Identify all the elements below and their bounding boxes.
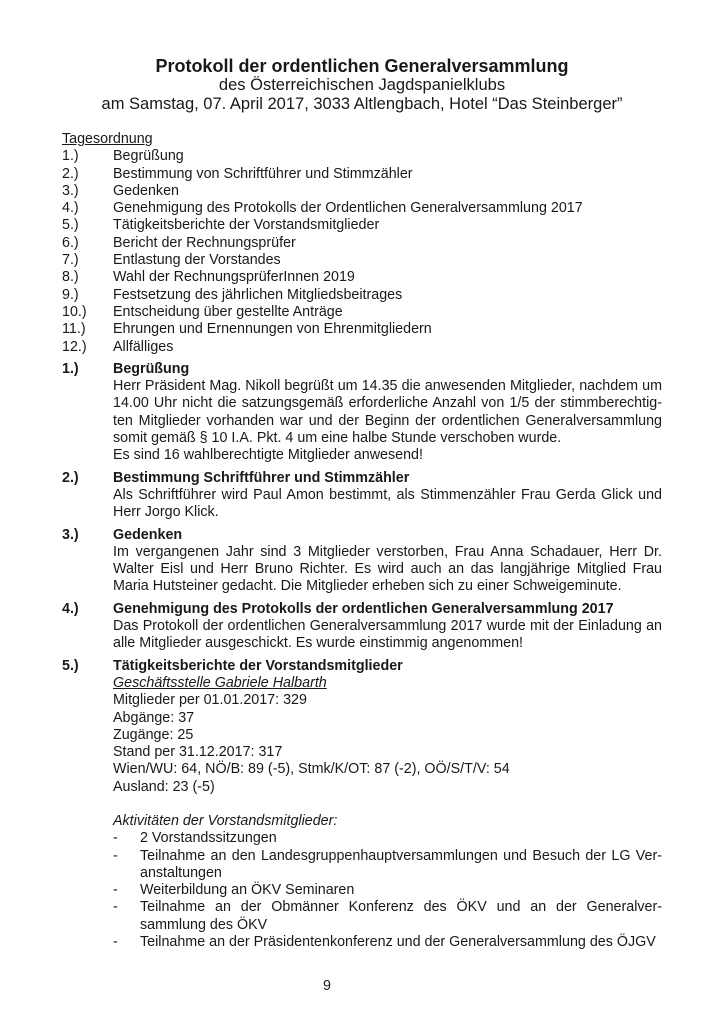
agenda-item	[62, 321, 662, 338]
paragraph-line: Das Protokoll der ordentlichen Generalversammlung 2017 wurde mit der Einladung an	[113, 618, 662, 635]
section-genehmigung	[62, 601, 662, 653]
bullet-dash: -	[113, 830, 118, 847]
paragraph-line: somit gemäß § 10 I.A. Pkt. 4 um eine halbe Stunde verschoben wurde.	[113, 430, 562, 447]
section-begruessung	[62, 361, 662, 465]
section-heading: Genehmigung des Protokolls der ordentlichen Generalversammlung 2017	[113, 600, 614, 617]
agenda-item	[62, 217, 662, 234]
document-subtitle-organization: des Österreichischen Jagdspanielklubs	[218, 76, 506, 94]
agenda-item-label: Entscheidung über gestellte Anträge	[113, 303, 343, 320]
agenda-item-label: Bericht der Rechnungsprüfer	[113, 234, 296, 251]
agenda-item-number: 12.)	[62, 338, 87, 355]
agenda-item-label: Genehmigung des Protokolls der Ordentlichen Generalversammlung 2017	[113, 200, 583, 217]
section-number: 4.)	[62, 600, 79, 617]
agenda-item	[62, 269, 662, 286]
activity-line: Teilnahme an den Landesgruppenhauptversammlungen und Besuch der LG Ver-	[140, 847, 662, 864]
agenda-item-number: 1.)	[62, 148, 79, 165]
activity-line: Teilnahme an der Präsidentenkonferenz und der Generalversammlung des ÖJGV	[140, 934, 656, 951]
stat-line: Abgänge: 37	[113, 709, 195, 726]
bullet-dash: -	[113, 899, 118, 916]
agenda-item-label: Tätigkeitsberichte der Vorstandsmitglieder	[113, 217, 380, 234]
section-number: 3.)	[62, 526, 79, 543]
activity-item	[113, 899, 662, 934]
agenda-item-number: 2.)	[62, 165, 79, 182]
agenda-item	[62, 166, 662, 183]
document-subtitle-date-location: am Samstag, 07. April 2017, 3033 Altlengbach, Hotel “Das Steinberger”	[101, 95, 623, 113]
activity-item	[113, 934, 662, 951]
page-number: 9	[323, 978, 331, 994]
stat-line: Ausland: 23 (-5)	[113, 778, 215, 795]
section-number: 2.)	[62, 469, 79, 486]
stat-line: Zugänge: 25	[113, 726, 194, 743]
agenda-heading: Tagesordnung	[62, 131, 153, 147]
agenda-item-number: 9.)	[62, 286, 79, 303]
agenda-item-number: 5.)	[62, 217, 79, 234]
paragraph-line: alle Mitglieder ausgeschickt. Es wurde einstimmig angenommen!	[113, 635, 524, 652]
paragraph-line: Herr Präsident Mag. Nikoll begrüßt um 14.35 die anwesenden Mitglieder, nachdem um	[113, 378, 662, 395]
bullet-dash: -	[113, 882, 118, 899]
paragraph-line: ten Mitglieder vorhanden war und der Beginn der ordentlichen Generalversammlung	[113, 412, 662, 429]
agenda-item	[62, 287, 662, 304]
agenda-item	[62, 339, 662, 356]
agenda-item-label: Ehrungen und Ernennungen von Ehrenmitgliedern	[113, 321, 432, 338]
stat-line: Mitglieder per 01.01.2017: 329	[113, 692, 307, 709]
paragraph-line: 14.00 Uhr nicht die satzungsgemäß erforderliche Anzahl von 1/5 der stimmberechtig-	[113, 395, 662, 412]
agenda-item-label: Bestimmung von Schriftführer und Stimmzähler	[113, 165, 413, 182]
agenda-item-number: 4.)	[62, 200, 79, 217]
section-bestimmung	[62, 470, 662, 522]
bullet-dash: -	[113, 847, 118, 864]
agenda-item	[62, 200, 662, 217]
agenda-item-number: 8.)	[62, 269, 79, 286]
document-content	[62, 56, 662, 951]
activity-item	[113, 830, 662, 847]
section-number: 1.)	[62, 360, 79, 377]
agenda-item-number: 11.)	[62, 321, 86, 338]
agenda-item-label: Begrüßung	[113, 148, 184, 165]
paragraph-line: Im vergangenen Jahr sind 3 Mitglieder verstorben, Frau Anna Schadauer, Herr Dr.	[113, 543, 662, 560]
section-heading: Bestimmung Schriftführer und Stimmzähler	[113, 469, 410, 486]
agenda-item	[62, 148, 662, 165]
agenda-item-label: Wahl der RechnungsprüferInnen 2019	[113, 269, 355, 286]
agenda-item	[62, 183, 662, 200]
activity-line: Teilnahme an der Obmänner Konferenz des ÖKV und an der Generalver-	[140, 899, 662, 916]
agenda-item-number: 10.)	[62, 303, 87, 320]
paragraph-line: Es sind 16 wahlberechtigte Mitglieder anwesend!	[113, 447, 423, 464]
paragraph-line: Walter Eisl und Herr Bruno Richter. Es wird auch an das langjährige Mitglied Frau	[113, 561, 662, 578]
activity-line: Weiterbildung an ÖKV Seminaren	[140, 882, 355, 899]
activities-heading: Aktivitäten der Vorstandsmitglieder:	[113, 812, 338, 829]
stat-line: Stand per 31.12.2017: 317	[113, 744, 283, 761]
agenda-item-number: 6.)	[62, 234, 79, 251]
stat-line: Wien/WU: 64, NÖ/B: 89 (-5), Stmk/K/OT: 87 (-2), OÖ/S/T/V: 54	[113, 761, 510, 778]
agenda-item	[62, 304, 662, 321]
document-title: Protokoll der ordentlichen Generalversammlung	[155, 56, 569, 76]
activity-line: 2 Vorstandssitzungen	[140, 830, 277, 847]
section-heading: Gedenken	[113, 526, 183, 543]
section-subheading: Geschäftsstelle Gabriele Halbarth	[113, 674, 327, 691]
agenda-item-label: Gedenken	[113, 182, 179, 199]
agenda-item-number: 7.)	[62, 252, 79, 269]
agenda-item-label: Allfälliges	[113, 338, 174, 355]
agenda	[62, 131, 662, 356]
paragraph-line: Als Schriftführer wird Paul Amon bestimmt, als Stimmenzähler Frau Gerda Glick und	[113, 486, 662, 503]
activity-line: sammlung des ÖKV	[140, 916, 268, 933]
agenda-item-label: Entlastung der Vorstandes	[113, 252, 281, 269]
agenda-item	[62, 235, 662, 252]
section-gedenken	[62, 527, 662, 596]
section-heading: Tätigkeitsberichte der Vorstandsmitglieder	[113, 657, 403, 674]
paragraph-line: Maria Hutsteiner gedacht. Die Mitglieder erheben sich zu einer Schweigeminute.	[113, 578, 622, 595]
activity-item	[113, 882, 662, 899]
agenda-item	[62, 252, 662, 269]
agenda-item-label: Festsetzung des jährlichen Mitgliedsbeitrages	[113, 286, 403, 303]
section-number: 5.)	[62, 657, 79, 674]
bullet-dash: -	[113, 934, 118, 951]
activity-line: anstaltungen	[140, 864, 222, 881]
paragraph-line: Herr Jorgo Klick.	[113, 504, 219, 521]
agenda-item-number: 3.)	[62, 182, 79, 199]
activity-item	[113, 848, 662, 883]
section-taetigkeitsberichte	[62, 658, 662, 952]
section-heading: Begrüßung	[113, 360, 190, 377]
